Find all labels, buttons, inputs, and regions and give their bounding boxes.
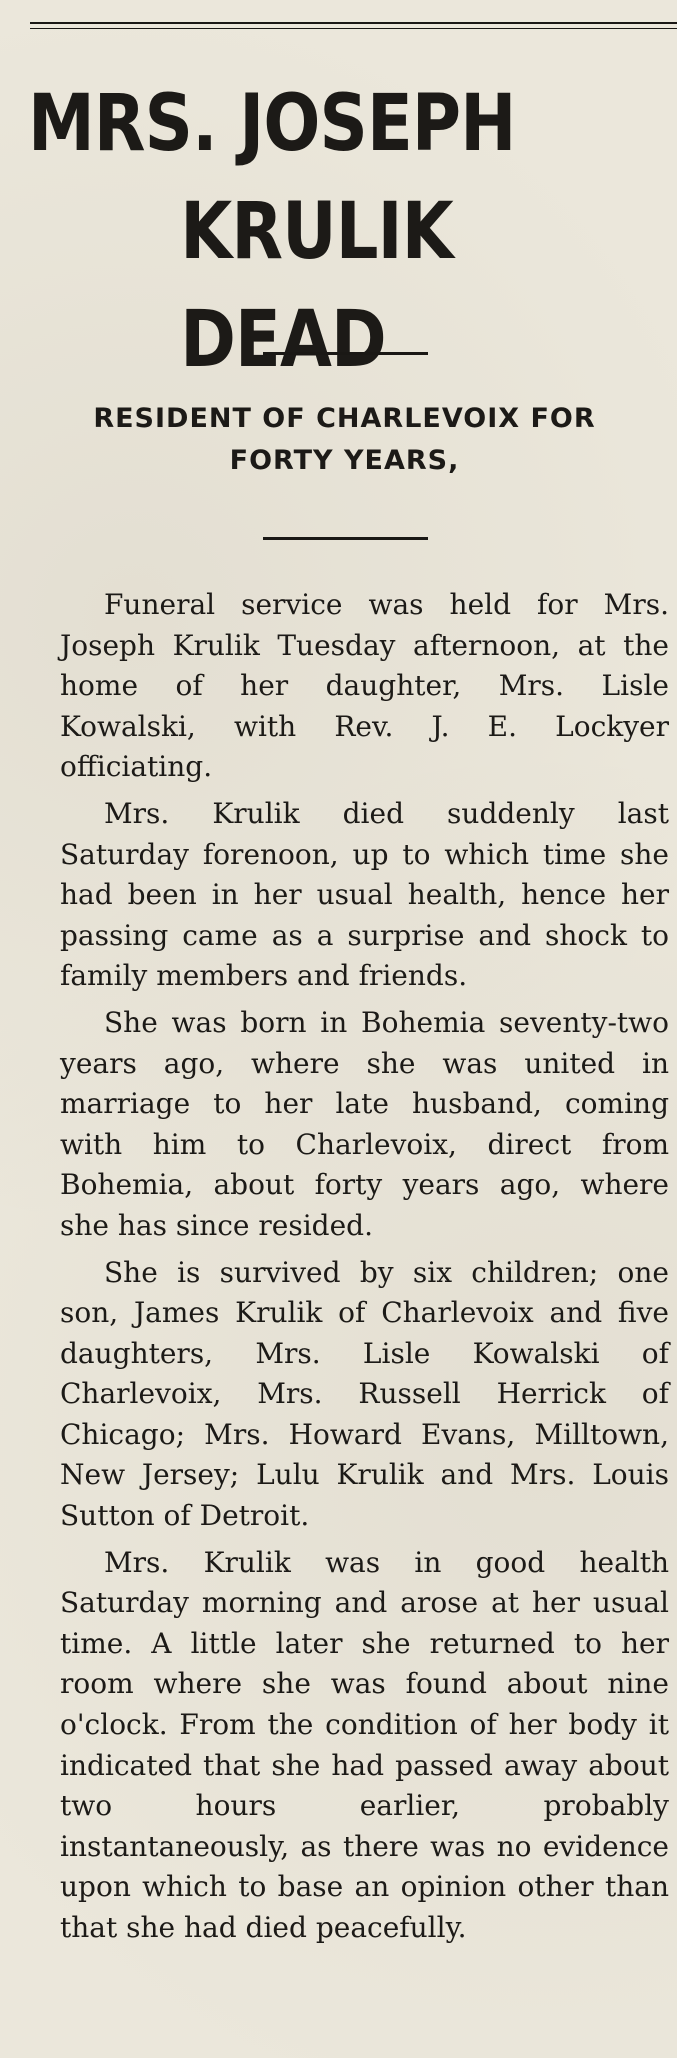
subheadline-line-2: FORTY YEARS,: [229, 445, 460, 476]
paragraph: Funeral service was held for Mrs. Joseph Krulik Tuesday afternoon, at the home of her daughter, Mrs. Lisle Kowalski, with Rev. J. E. Lockyer officiating.: [60, 588, 669, 784]
divider-rule: [263, 537, 428, 540]
divider-rule: [263, 352, 428, 355]
paragraph: She is survived by six children; one son, James Krulik of Charlevoix and five daughters, Mrs. Lisle Kowalski of Charlevoix, Mrs. Russell Herrick of Chicago; Mrs. Howard Evans, Milltown, New Jersey; Lulu Krulik and Mrs. Louis Sutton of Detroit.: [60, 1255, 669, 1533]
headline: [28, 70, 664, 394]
top-rule: [30, 22, 677, 29]
headline-line-2: KRULIK DEAD: [180, 187, 453, 385]
subheadline: [18, 398, 671, 482]
article-body: [60, 585, 669, 1955]
paragraph: She was born in Bohemia seventy-two years ago, where she was united in marriage to her late husband, coming with him to Charlevoix, direct from Bohemia, about forty years ago, where she has since resided.: [60, 1005, 669, 1242]
subheadline-line-1: RESIDENT OF CHARLEVOIX FOR: [93, 403, 596, 434]
paragraph: Mrs. Krulik died suddenly last Saturday forenoon, up to which time she had been in her usual health, hence her passing came as a surprise and shock to family members and friends.: [60, 796, 669, 993]
paragraph: Mrs. Krulik was in good health Saturday morning and arose at her usual time. A little later she returned to her room where she was found about nine o'clock. From the condition of her body it indicated that she had passed away about two hours earlier, probably instantaneously, as there was no evidence upon which to base an opinion other than that she had died peacefully.: [60, 1545, 669, 1944]
headline-line-1: MRS. JOSEPH: [28, 79, 516, 169]
